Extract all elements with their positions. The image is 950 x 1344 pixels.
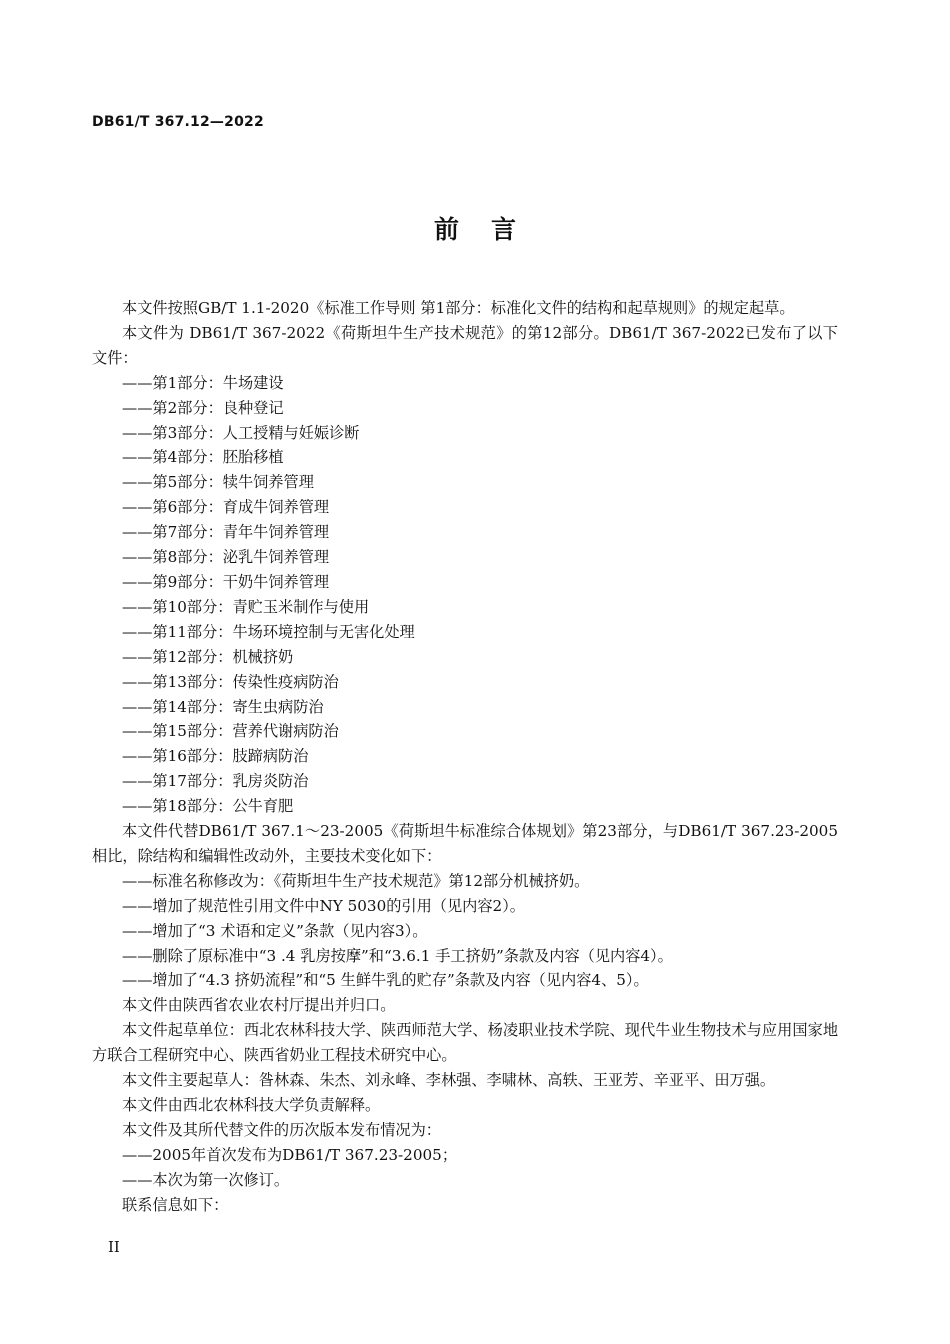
drafting-units-paragraph: 本文件起草单位：西北农林科技大学、陕西师范大学、杨凌职业技术学院、现代牛业生物技术与应用国家地方联合工程研究中心、陕西省奶业工程技术研究中心。 xyxy=(92,1021,838,1065)
part-item: ——第15部分：营养代谢病防治 xyxy=(122,722,339,741)
parts-list xyxy=(92,371,838,819)
history-intro-paragraph: 本文件及其所代替文件的历次版本发布情况为： xyxy=(122,1120,441,1139)
history-list xyxy=(92,1143,838,1193)
part-item: ——第7部分：青年牛饲养管理 xyxy=(122,523,330,542)
change-item: ——删除了原标准中“3 .4 乳房按摩”和“3.6.1 手工挤奶”条款及内容（见内容4）。 xyxy=(122,946,673,965)
proposed-by-paragraph: 本文件由陕西省农业农村厅提出并归口。 xyxy=(122,996,396,1015)
change-item: ——标准名称修改为：《荷斯坦牛生产技术规范》第12部分机械挤奶。 xyxy=(122,871,590,890)
change-item: ——增加了规范性引用文件中NY 5030的引用（见内容2）。 xyxy=(122,896,525,915)
part-item: ——第13部分：传染性疫病防治 xyxy=(122,672,339,691)
part-item: ——第1部分：牛场建设 xyxy=(122,373,284,392)
part-item: ——第10部分：青贮玉米制作与使用 xyxy=(122,597,370,616)
part-item: ——第2部分：良种登记 xyxy=(122,398,284,417)
intro-paragraph-2: 本文件为 DB61/T 367-2022《荷斯坦牛生产技术规范》的第12部分。DB61/T 367-2022已发布了以下文件： xyxy=(92,323,838,367)
history-item: ——2005年首次发布为DB61/T 367.23-2005； xyxy=(122,1145,458,1164)
interpretation-paragraph: 本文件由西北农林科技大学负责解释。 xyxy=(122,1096,381,1114)
part-item: ——第4部分：胚胎移植 xyxy=(122,448,284,467)
part-item: ——第11部分：牛场环境控制与无害化处理 xyxy=(122,622,415,641)
contact-paragraph: 联系信息如下： xyxy=(122,1195,229,1214)
part-item: ——第18部分：公牛育肥 xyxy=(122,797,294,816)
intro-paragraph-1: 本文件按照GB/T 1.1-2020《标准工作导则 第1部分：标准化文件的结构和起草规则》的规定起草。 xyxy=(122,299,795,317)
part-item: ——第14部分：寄生虫病防治 xyxy=(122,697,324,716)
part-item: ——第9部分：干奶牛饲养管理 xyxy=(122,572,330,591)
part-item: ——第8部分：泌乳牛饲养管理 xyxy=(122,548,330,567)
foreword-body xyxy=(92,296,838,1218)
part-item: ——第12部分：机械挤奶 xyxy=(122,647,294,666)
part-item: ——第3部分：人工授精与妊娠诊断 xyxy=(122,423,360,442)
changes-list xyxy=(92,869,838,994)
replacement-paragraph: 本文件代替DB61/T 367.1～23-2005《荷斯坦牛标准综合体规划》第23部分，与DB61/T 367.23-2005相比，除结构和编辑性改动外，主要技术变化如下： xyxy=(92,822,838,865)
part-item: ——第5部分：犊牛饲养管理 xyxy=(122,473,314,492)
standard-code: DB61/T 367.12—2022 xyxy=(92,114,264,130)
part-item: ——第6部分：育成牛饲养管理 xyxy=(122,498,330,517)
history-item: ——本次为第一次修订。 xyxy=(122,1170,290,1189)
change-item: ——增加了“3 术语和定义”条款（见内容3）。 xyxy=(122,921,428,940)
change-item: ——增加了“4.3 挤奶流程”和“5 生鲜牛乳的贮存”条款及内容（见内容4、5）。 xyxy=(122,971,649,990)
page-number: II xyxy=(108,1238,120,1256)
page-title: 前言 xyxy=(433,215,548,244)
drafters-paragraph: 本文件主要起草人：昝林森、朱杰、刘永峰、李林强、李啸林、高轶、王亚芳、辛亚平、田万强。 xyxy=(122,1071,776,1090)
part-item: ——第16部分：肢蹄病防治 xyxy=(122,747,309,766)
part-item: ——第17部分：乳房炎防治 xyxy=(122,772,309,791)
